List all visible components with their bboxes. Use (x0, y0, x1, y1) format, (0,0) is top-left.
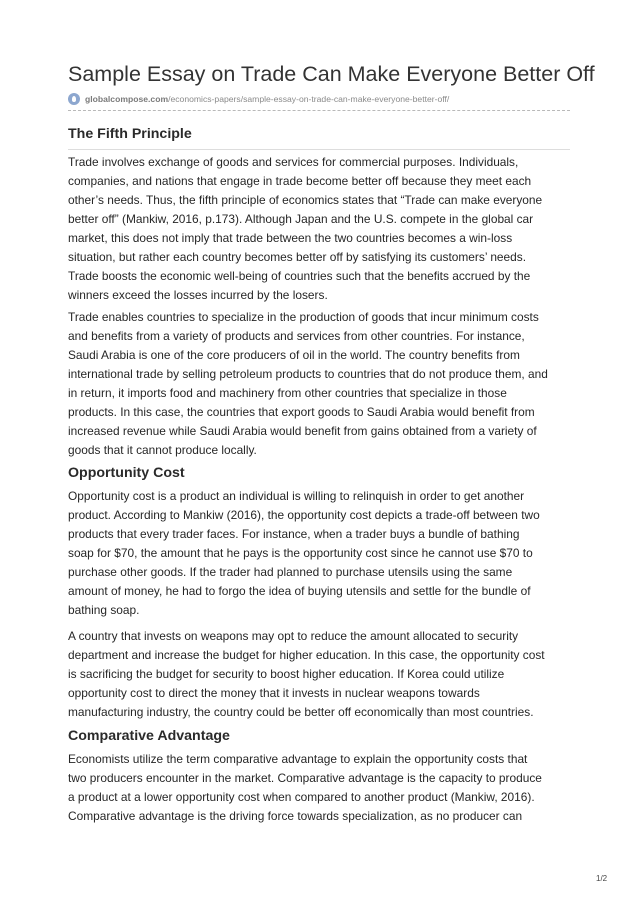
paragraph-opportunity-cost-1: Opportunity cost is a product an individual is willing to relinquish in order to get another product. According to Mankiw (2016), the opportunity cost depicts a trade-off between two products that every trader faces. For instance, when a trader buys a bundle of bathing soap for $70, the amount that he pays is the opportunity cost since he cannot use $70 to purchase other goods. If the trader had planned to purchase utensils using the same amount of money, he had to forgo the idea of buying utensils and settle for the bundle of bathing soap. (68, 489, 540, 617)
document-title: Sample Essay on Trade Can Make Everyone Better Off (68, 62, 595, 86)
source-url-domain[interactable]: globalcompose.com (85, 94, 169, 104)
paragraph-opportunity-cost-2: A country that invests on weapons may opt to reduce the amount allocated to security department and increase the budget for higher education. In this case, the opportunity cost is sacrificing the budget for security to boost higher education. If Korea could utilize opportunity cost to direct the money that it invests in nuclear weapons towards manufacturing industry, the country could be better off economically than most countries. (68, 629, 545, 719)
section-heading-fifth-principle: The Fifth Principle (68, 125, 570, 150)
source-url-path[interactable]: /economics-papers/sample-essay-on-trade-can-make-everyone-better-off/ (168, 94, 450, 104)
section-heading-opportunity-cost: Opportunity Cost (68, 465, 185, 481)
source-url[interactable] (85, 92, 449, 106)
page-number: 1/2 (596, 874, 608, 883)
site-favicon-icon (68, 93, 80, 105)
paragraph-comparative-advantage-1: Economists utilize the term comparative advantage to explain the opportunity costs that two producers encounter in the market. Comparative advantage is the capacity to produce a product at a lower opportunity cost when compared to another product (Mankiw, 2016). Comparative advantage is the driving force towards specialization, as no producer can (68, 752, 542, 823)
section-heading-comparative-advantage: Comparative Advantage (68, 728, 230, 744)
paragraph-fifth-principle-1: Trade involves exchange of goods and services for commercial purposes. Individuals, companies, and nations that engage in trade become better off because they meet each other’s needs. Thus, the fifth principle of economics states that “Trade can make everyone better off” (Mankiw, 2016, p.173). Although Japan and the U.S. compete in the global car market, this does not imply that trade between the two countries becomes a win-loss situation, but rather each country becomes better off by satisfying its customers’ needs. Trade boosts the economic well-being of countries such that the benefits accrued by the winners exceed the losses incurred by the losers. (68, 155, 543, 302)
paragraph-fifth-principle-2: Trade enables countries to specialize in the production of goods that incur minimum costs and benefits from a variety of products and services from other countries. For instance, Saudi Arabia is one of the core producers of oil in the world. The country benefits from international trade by selling petroleum products to countries that do not produce them, and in return, it imports food and machinery from other countries that specialize in those products. In this case, the countries that export goods to Saudi Arabia would benefit from increased revenue while Saudi Arabia would benefit from gains obtained from a variety of goods that it cannot produce locally. (68, 310, 548, 457)
source-url-row (68, 92, 570, 111)
